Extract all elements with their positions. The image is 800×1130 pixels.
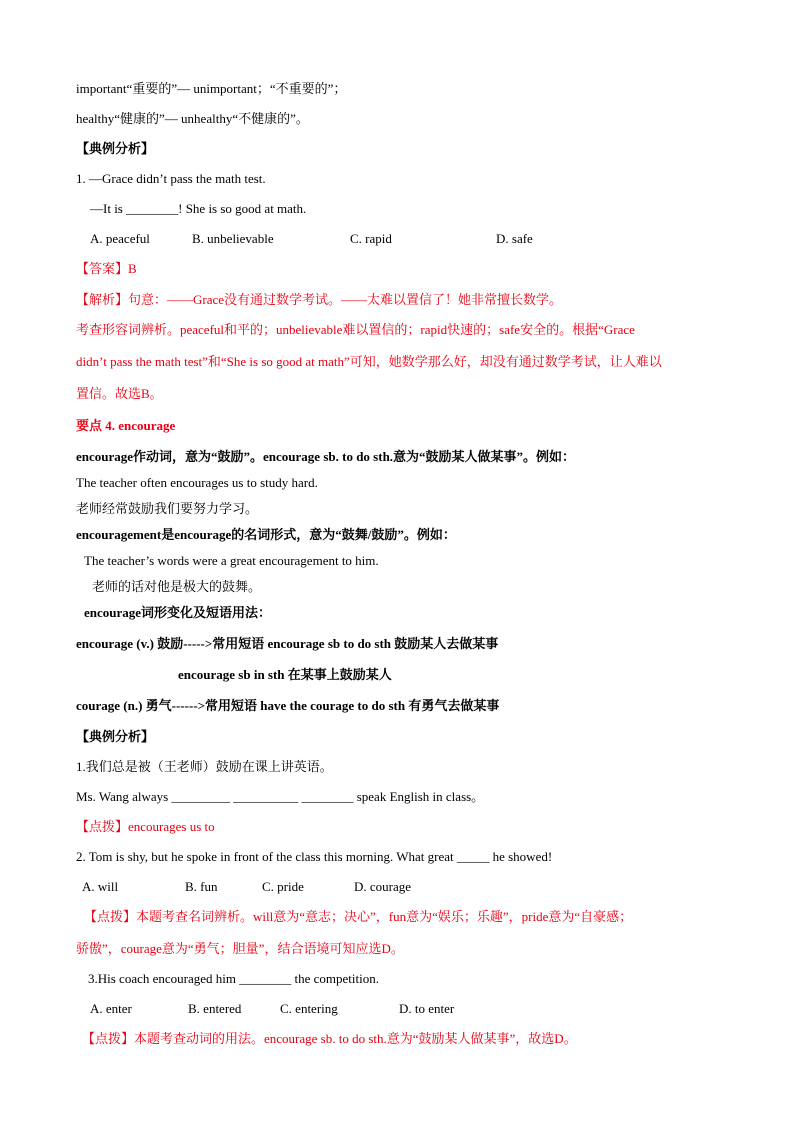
option-b: B. unbelievable (192, 231, 274, 246)
answer-options (82, 878, 411, 896)
explanation-line: encouragement是encourage的名词形式，意为“鼓舞/鼓励”。例如： (76, 527, 456, 542)
question-line: Ms. Wang always _________ __________ ________ speak English in class。 (76, 789, 485, 804)
analysis-line: 【解析】句意：——Grace没有通过数学考试。——太难以置信了！她非常擅长数学。 (76, 292, 563, 307)
option-b: B. fun (185, 879, 218, 894)
answer-options (90, 1000, 454, 1018)
option-d: D. courage (354, 879, 412, 894)
answer-options (90, 230, 533, 248)
analysis-line: 考查形容词辨析。peaceful和平的；unbelievable难以置信的；rapid快速的；safe安全的。根据“Grace (76, 322, 635, 337)
question-stem: 1. —Grace didn’t pass the math test. (76, 171, 266, 186)
example-sentence: The teacher often encourages us to study hard. (76, 475, 318, 490)
hint-line: 【点拨】本题考查名词辨析。will意为“意志；决心”，fun意为“娱乐；乐趣”，pride意为“自豪感； (84, 909, 633, 924)
hint-line: 【点拨】本题考查动词的用法。encourage sb. to do sth.意为“鼓励某人做某事”，故选D。 (82, 1031, 577, 1046)
option-c: C. pride (262, 879, 304, 894)
option-a: A. will (82, 879, 119, 894)
question-stem: 3.His coach encouraged him ________ the competition. (88, 971, 379, 986)
question-line: —It is ________! She is so good at math. (90, 201, 307, 216)
explanation-line: encourage作动词，意为“鼓励”。encourage sb. to do sth.意为“鼓励某人做某事”。例如： (76, 449, 576, 464)
option-d: D. safe (496, 231, 533, 246)
option-a: A. enter (90, 1001, 132, 1016)
phrase-line: encourage (v.) 鼓励----->常用短语 encourage sb to do sth 鼓励某人去做某事 (76, 636, 499, 651)
option-c: C. entering (280, 1001, 338, 1016)
text-line: healthy“健康的”— unhealthy“不健康的”。 (76, 111, 309, 126)
hint-line: 【点拨】encourages us to (76, 819, 215, 834)
explanation-line: encourage词形变化及短语用法： (84, 605, 272, 620)
option-d: D. to enter (399, 1001, 455, 1016)
analysis-line: 置信。故选B。 (76, 386, 163, 401)
example-sentence: The teacher’s words were a great encouragement to him. (84, 553, 379, 568)
phrase-line: courage (n.) 勇气------>常用短语 have the courage to do sth 有勇气去做某事 (76, 698, 500, 713)
answer-key: 【答案】B (76, 261, 137, 276)
option-b: B. entered (188, 1001, 242, 1016)
key-point-heading: 要点 4. encourage (76, 418, 176, 433)
question-stem: 1.我们总是被（王老师）鼓励在课上讲英语。 (76, 759, 333, 774)
analysis-line: didn’t pass the math test”和“She is so good at math”可知，她数学那么好，却没有通过数学考试，让人难以 (76, 354, 662, 369)
option-c: C. rapid (350, 231, 392, 246)
option-a: A. peaceful (90, 231, 150, 246)
phrase-line: encourage sb in sth 在某事上鼓励某人 (178, 667, 392, 682)
question-stem: 2. Tom is shy, but he spoke in front of the class this morning. What great _____ he showed! (76, 849, 553, 864)
example-translation: 老师的话对他是极大的鼓舞。 (92, 579, 262, 594)
example-translation: 老师经常鼓励我们要努力学习。 (76, 501, 259, 516)
section-heading: 【典例分析】 (76, 729, 155, 744)
text-line: important“重要的”— unimportant；“不重要的”； (76, 81, 347, 96)
section-heading: 【典例分析】 (76, 141, 155, 156)
hint-line: 骄傲”，courage意为“勇气；胆量”，结合语境可知应选D。 (76, 941, 404, 956)
